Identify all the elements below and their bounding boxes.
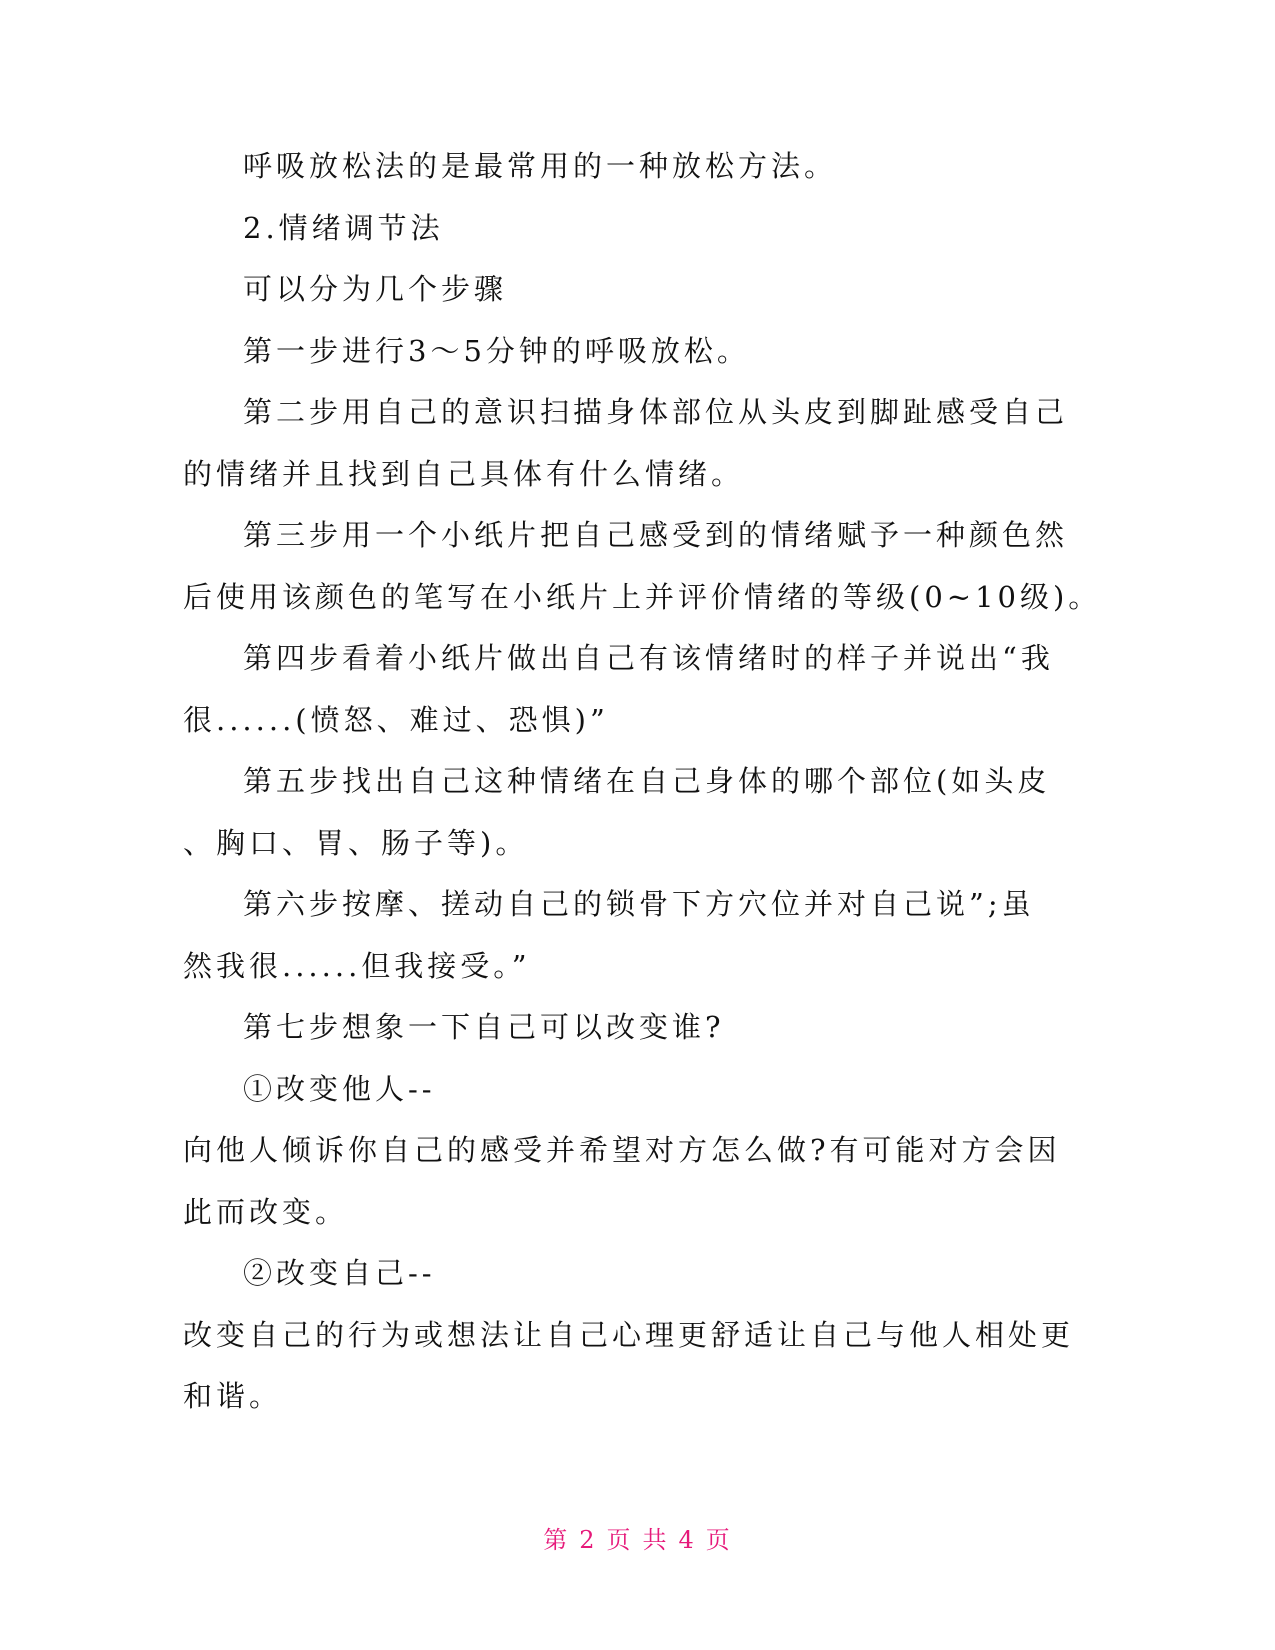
step-line: 第六步按摩、搓动自己的锁骨下方穴位并对自己说”;虽 <box>243 887 1035 921</box>
page-footer <box>0 1520 1275 1555</box>
step-line-continued: 然我很......但我接受。” <box>183 948 531 983</box>
step-line-continued: 、胸口、胃、肠子等)。 <box>183 825 529 860</box>
step-line-continued: 后使用该颜色的笔写在小纸片上并评价情绪的等级(0~10级)。 <box>183 579 1102 614</box>
document-body <box>183 136 1102 1428</box>
step-line: 第一步进行3～5分钟的呼吸放松。 <box>243 333 750 368</box>
footer-current-page: 2 <box>579 1526 597 1554</box>
paragraph-line: 呼吸放松法的是最常用的一种放松方法。 <box>243 149 838 183</box>
footer-prefix: 第 <box>543 1526 570 1554</box>
footer-total-pages: 4 <box>678 1526 696 1554</box>
step-line-continued: 的情绪并且找到自己具体有什么情绪。 <box>183 456 745 491</box>
option-line-continued: 向他人倾诉你自己的感受并希望对方怎么做?有可能对方会因 <box>183 1133 1061 1167</box>
step-line: 第七步想象一下自己可以改变谁? <box>243 1010 725 1044</box>
step-line: 第四步看着小纸片做出自己有该情绪时的样子并说出“我 <box>243 641 1054 675</box>
option-line: ②改变自己-- <box>243 1256 436 1290</box>
footer-suffix: 页 <box>705 1526 732 1554</box>
step-line-continued: 很......(愤怒、难过、恐惧)” <box>183 702 609 737</box>
step-line: 第二步用自己的意识扫描身体部位从头皮到脚趾感受自己 <box>243 395 1069 429</box>
option-line-continued: 此而改变。 <box>183 1194 349 1229</box>
option-line: ①改变他人-- <box>243 1071 436 1106</box>
option-line-continued: 改变自己的行为或想法让自己心理更舒适让自己与他人相处更 <box>183 1317 1075 1352</box>
step-line: 第三步用一个小纸片把自己感受到的情绪赋予一种颜色然 <box>243 518 1069 552</box>
step-line: 第五步找出自己这种情绪在自己身体的哪个部位(如头皮 <box>243 764 1051 798</box>
option-line-continued: 和谐。 <box>183 1379 283 1413</box>
footer-page-label: 页 <box>606 1526 633 1554</box>
section-heading: 2.情绪调节法 <box>243 210 444 245</box>
paragraph-line: 可以分为几个步骤 <box>243 272 508 306</box>
footer-total-label: 共 <box>642 1526 669 1554</box>
